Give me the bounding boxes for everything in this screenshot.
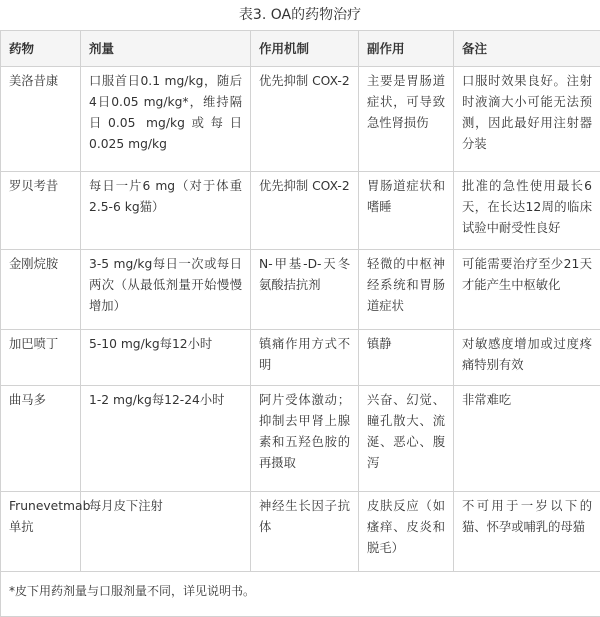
table-row (1, 250, 600, 330)
header-notes: 备注 (454, 31, 600, 67)
cell-side-effects: 镇静 (359, 330, 454, 386)
header-side-effects: 副作用 (359, 31, 454, 67)
cell-dose: 5-10 mg/kg每12小时 (81, 330, 251, 386)
cell-drug: 加巴喷丁 (1, 330, 81, 386)
cell-notes: 对敏感度增加或过度疼痛特别有效 (454, 330, 600, 386)
cell-side-effects: 轻微的中枢神经系统和胃肠道症状 (359, 250, 454, 330)
cell-dose: 口服首日0.1 mg/kg，随后4日0.05 mg/kg*，维持隔日0.05 mg/kg或每日0.025 mg/kg (81, 67, 251, 172)
header-mechanism: 作用机制 (251, 31, 359, 67)
cell-notes: 不可用于一岁以下的猫、怀孕或哺乳的母猫 (454, 492, 600, 572)
cell-drug: 美洛昔康 (1, 67, 81, 172)
cell-mechanism: N-甲基-D-天冬氨酸拮抗剂 (251, 250, 359, 330)
cell-dose: 3-5 mg/kg每日一次或每日两次（从最低剂量开始慢慢增加） (81, 250, 251, 330)
cell-mechanism: 阿片受体激动；抑制去甲肾上腺素和五羟色胺的再摄取 (251, 386, 359, 492)
cell-drug: 罗贝考昔 (1, 172, 81, 250)
cell-side-effects: 胃肠道症状和嗜睡 (359, 172, 454, 250)
cell-mechanism: 镇痛作用方式不明 (251, 330, 359, 386)
table-row (1, 492, 600, 572)
cell-mechanism: 优先抑制 COX-2 (251, 172, 359, 250)
header-row (1, 31, 600, 67)
header-drug: 药物 (1, 31, 81, 67)
cell-mechanism: 优先抑制 COX-2 (251, 67, 359, 172)
cell-drug: 曲马多 (1, 386, 81, 492)
cell-notes: 口服时效果良好。注射时液滴大小可能无法预测，因此最好用注射器分装 (454, 67, 600, 172)
table-row (1, 386, 600, 492)
table-row (1, 67, 600, 172)
cell-notes: 批准的急性使用最长6天，在长达12周的临床试验中耐受性良好 (454, 172, 600, 250)
cell-side-effects: 皮肤反应（如瘙痒、皮炎和脱毛） (359, 492, 454, 572)
cell-drug: Frunevetmab单抗 (1, 492, 81, 572)
cell-drug: 金刚烷胺 (1, 250, 81, 330)
cell-notes: 可能需要治疗至少21天才能产生中枢敏化 (454, 250, 600, 330)
cell-notes: 非常难吃 (454, 386, 600, 492)
drug-table (0, 30, 600, 617)
table-caption: 表3. OA的药物治疗 (0, 0, 600, 30)
table-footnote: *皮下用药剂量与口服剂量不同，详见说明书。 (1, 572, 600, 617)
table-row (1, 172, 600, 250)
cell-dose: 1-2 mg/kg每12-24小时 (81, 386, 251, 492)
cell-mechanism: 神经生长因子抗体 (251, 492, 359, 572)
cell-side-effects: 兴奋、幻觉、瞳孔散大、流涎、恶心、腹泻 (359, 386, 454, 492)
cell-dose: 每日一片6 mg（对于体重2.5-6 kg猫） (81, 172, 251, 250)
footnote-row (1, 572, 600, 617)
table-row (1, 330, 600, 386)
cell-side-effects: 主要是胃肠道症状，可导致急性肾损伤 (359, 67, 454, 172)
cell-dose: 每月皮下注射 (81, 492, 251, 572)
header-dose: 剂量 (81, 31, 251, 67)
